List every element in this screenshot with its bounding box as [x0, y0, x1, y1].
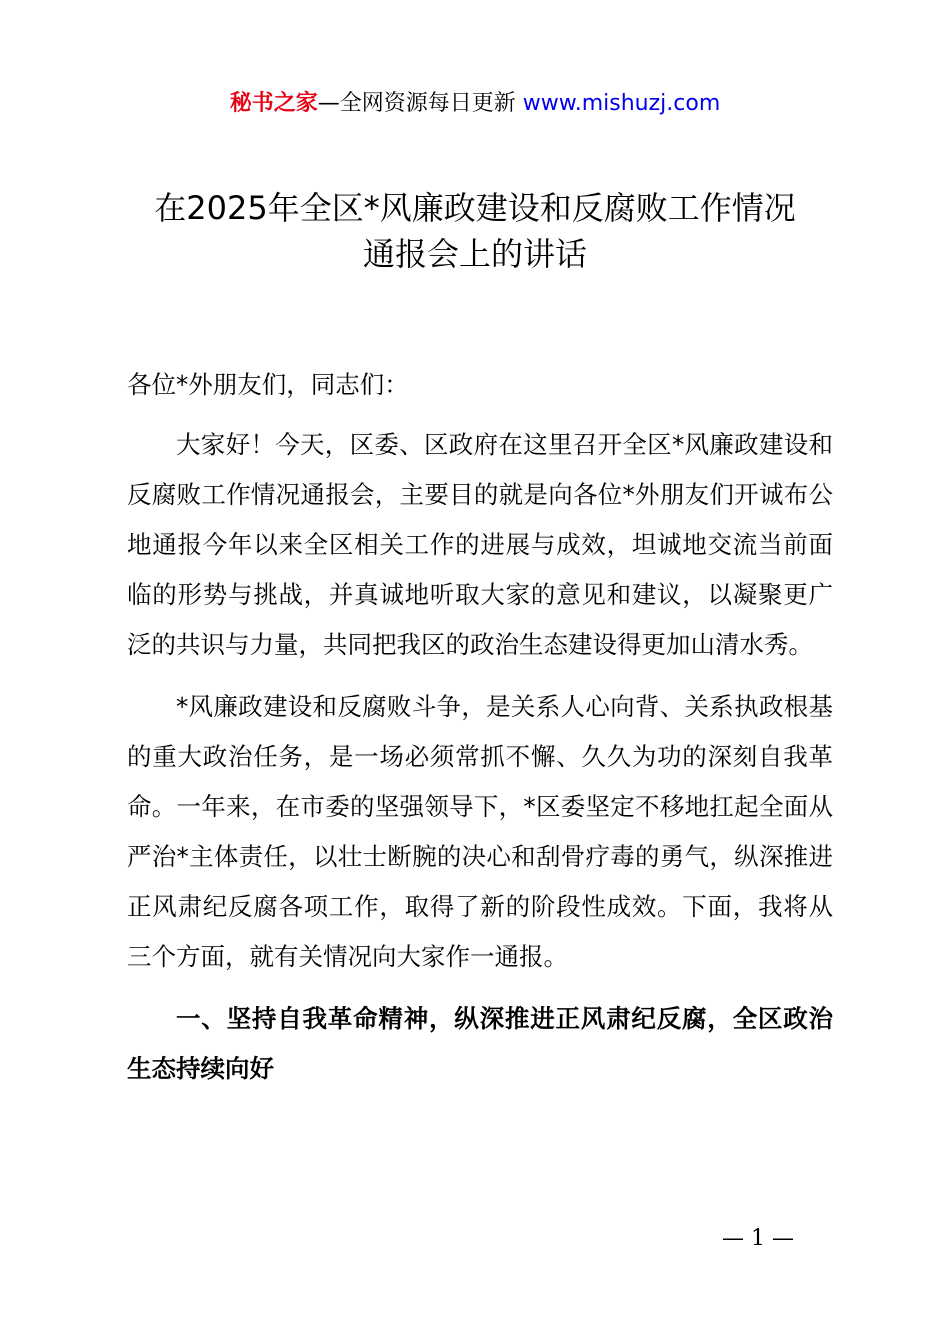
section-heading: 一、坚持自我革命精神，纵深推进正风肃纪反腐，全区政治生态持续向好	[127, 1004, 833, 1083]
title-line-2: 通报会上的讲话	[362, 235, 587, 273]
body-paragraph: 大家好！今天，区委、区政府在这里召开全区*风廉政建设和反腐败工作情况通报会，主要目的就是向各位*外朋友们开诚布公地通报今年以来全区相关工作的进展与成效，坦诚地交流当前面临的形势与挑战，并真诚地听取大家的意见和建议，以凝聚更广泛的共识与力量，共同把我区的政治生态建设得更加山清水秀。	[127, 430, 833, 659]
title-line-1: 在2025年全区*风廉政建设和反腐败工作情况	[154, 189, 796, 227]
document-title	[100, 185, 850, 277]
site-tagline: —全网资源每日更新	[317, 91, 523, 116]
body-paragraph: *风廉政建设和反腐败斗争，是关系人心向背、关系执政根基的重大政治任务，是一场必须常抓不懈、久久为功的深刻自我革命。一年来，在市委的坚强领导下，*区委坚定不移地扛起全面从严治*主体责任，以壮士断腕的决心和刮骨疗毒的勇气，纵深推进正风肃纪反腐各项工作，取得了新的阶段性成效。下面，我将从三个方面，就有关情况向大家作一通报。	[127, 692, 833, 971]
page-number: — 1 —	[722, 1226, 794, 1251]
site-brand-name: 秘书之家	[229, 91, 318, 116]
site-url-link[interactable]: www.mishuzj.com	[522, 91, 721, 116]
salutation: 各位*外朋友们，同志们：	[127, 370, 409, 399]
site-banner	[0, 88, 950, 120]
document-body	[127, 360, 833, 1094]
